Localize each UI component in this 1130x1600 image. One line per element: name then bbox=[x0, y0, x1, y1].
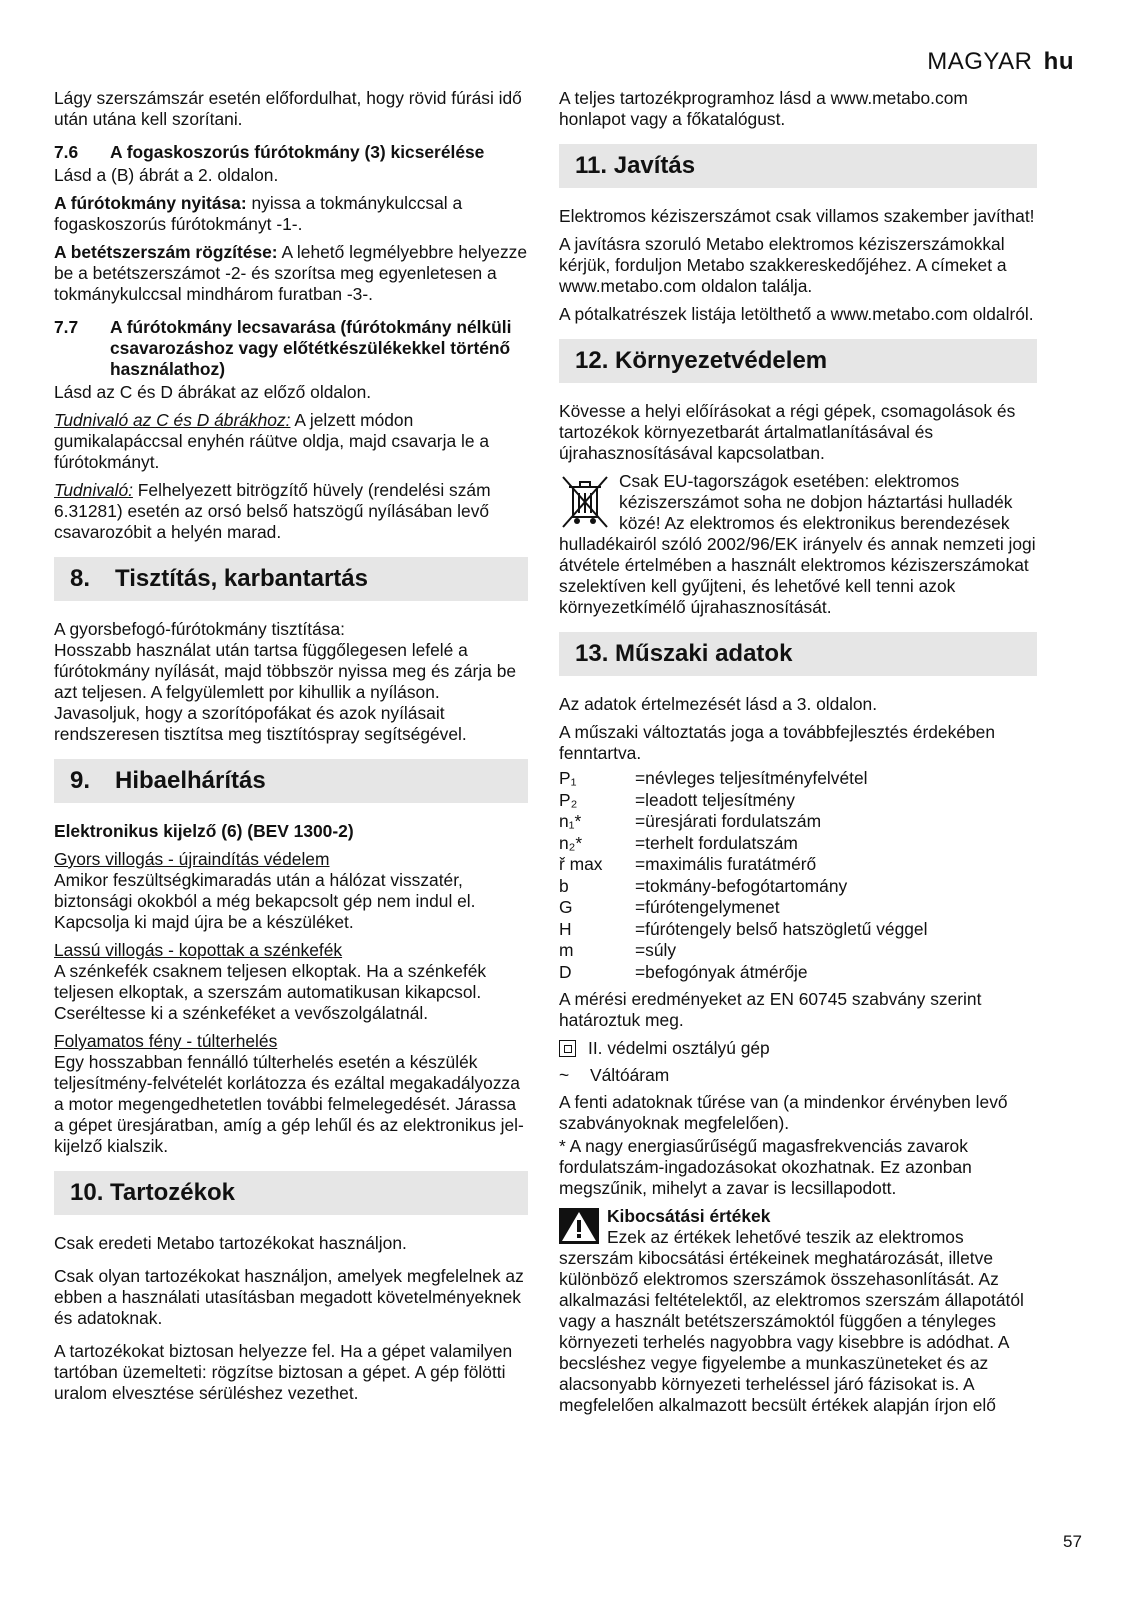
paragraph: A műszaki változtatás joga a továbbfejlesztés érdekében fenntartva. bbox=[559, 722, 995, 763]
language-name: MAGYAR bbox=[927, 48, 1033, 75]
spec-desc: =terhelt fordulatszám bbox=[635, 832, 798, 853]
paragraph: Amikor feszültségkimaradás után a hálózat visszatér, biztonsági okokból a még bekapcsolt gép nem indul el. Kapcsolja ki majd újra be a készüléket. bbox=[54, 870, 476, 932]
status-heading: Folyamatos fény - túlterhelés bbox=[54, 1031, 278, 1051]
section-heading-8: 8. Tisztítás, karbantartás bbox=[54, 557, 528, 601]
subsection-heading-7-6: 7.6 A fogaskoszorús fúrótokmány (3) kicserélése bbox=[54, 142, 485, 162]
paragraph: Egy hosszabban fennálló túlterhelés esetén a készülék teljesítmény-felvételét korlátozza és ezáltal megakadályozza a motor megengedhetetlen további felmelegedését. Járassa a gépet üresjáratban, amíg a gép lehűl és az elektronikus jel-kijelző kialszik. bbox=[54, 1052, 524, 1156]
spec-desc: =fúrótengelymenet bbox=[635, 897, 780, 917]
section-heading-10: 10. Tartozékok bbox=[54, 1171, 528, 1215]
protection-class-label: II. védelmi osztályú gép bbox=[588, 1038, 770, 1058]
protection-class-2-icon bbox=[559, 1040, 576, 1057]
spec-desc: =súly bbox=[635, 940, 677, 960]
paragraph: A gyorsbefogó-fúrótokmány tisztítása: bbox=[54, 619, 345, 639]
paragraph: Tudnivaló az C és D ábrákhoz: A jelzett módon gumikalapáccsal enyhén ráütve oldja, majd csavarja le a fúrótokmányt. bbox=[54, 410, 490, 472]
paragraph: Hosszabb használat után tartsa függőlegesen lefelé a fúrótokmány nyílását, majd többször nyissa meg és zárja be azt teljesen. A felgyülemlett por kihullik a nyíláson. Javasoljuk, hogy a szorítópofákat és azok nyílásait rendszeresen tisztítsa meg tisztítóspray segítségével. bbox=[54, 640, 517, 744]
status-heading: Lassú villogás - kopottak a szénkefék bbox=[54, 940, 343, 960]
paragraph: A pótalkatrészek listája letölthető a www.metabo.com oldalról. bbox=[559, 304, 1034, 324]
paragraph: Elektromos kéziszerszámot csak villamos szakember javíthat! bbox=[559, 206, 1035, 226]
left-column bbox=[54, 88, 528, 1411]
section-heading-9: 9. Hibaelhárítás bbox=[54, 759, 528, 803]
paragraph: Tudnivaló: Felhelyezett bitrögzítő hüvely (rendelési szám 6.31281) esetén az orsó belső hatszögű nyílásában levő csavarozóbit a helyén marad. bbox=[54, 480, 491, 542]
paragraph: Lágy szerszámszár esetén előfordulhat, hogy rövid fúrási idő után utána kell szorítani. bbox=[54, 88, 522, 129]
paragraph: Az adatok értelmezését lásd a 3. oldalon. bbox=[559, 694, 878, 714]
spec-desc: =üresjárati fordulatszám bbox=[635, 811, 822, 831]
paragraph: Csak EU-tagországok esetében: elektromos kéziszerszámot soha ne dobjon háztartási hulladék közé! Az elektromos és elektronikus berendezések hulladékairól szóló 2002/96/EK irányelv és annak nemzeti jogi átvétele értelmében a használt elektromos kéziszerszámokat szelektíven kell gyűjteni, és lehetővé kell tenni azok környezetkímélő újrahasznosítását. bbox=[559, 471, 1036, 617]
paragraph: Kövesse a helyi előírásokat a régi gépek, csomagolások és tartozékok környezetbarát ártalmatlanításával és újrahasznosításával kapcsolatban. bbox=[559, 401, 1016, 463]
spec-desc: =tokmány-befogótartomány bbox=[635, 875, 848, 896]
spec-symbol: D bbox=[559, 961, 572, 982]
section-heading-11: 11. Javítás bbox=[559, 144, 1037, 188]
spec-symbol: n₁* bbox=[559, 811, 582, 831]
language-code: hu bbox=[1043, 48, 1074, 75]
paragraph: * A nagy energiasűrűségű magasfrekvenciás zavarok fordulatszám-ingadozásokat okozhatnak. Ez azonban megszűnik, mihelyt a zavar is lecsillapodott. bbox=[559, 1136, 972, 1198]
paragraph: A szénkefék csaknem teljesen elkoptak. Ha a szénkefék teljesen elkoptak, a szerszám automatikusan kikapcsol. Cseréltesse ki a szénkeféket a vevőszolgálatnál. bbox=[54, 961, 487, 1023]
subheading: Elektronikus kijelző (6) (BEV 1300-2) bbox=[54, 821, 354, 841]
paragraph: A teljes tartozékprogramhoz lásd a www.metabo.com honlapot vagy a főkatalógust. bbox=[559, 88, 968, 129]
spec-desc: =fúrótengely belső hatszögletű véggel bbox=[635, 918, 928, 939]
spec-symbol: P₁ bbox=[559, 768, 577, 788]
page-number: 57 bbox=[1063, 1532, 1082, 1551]
language-header bbox=[927, 48, 1074, 76]
emission-block bbox=[559, 1206, 1037, 1416]
alternating-current-icon: ~ bbox=[559, 1065, 570, 1085]
spec-symbol: ř max bbox=[559, 854, 603, 874]
spec-desc: =befogónyak átmérője bbox=[635, 961, 808, 982]
section-heading-12: 12. Környezetvédelem bbox=[559, 339, 1037, 383]
spec-desc: =névleges teljesítményfelvétel bbox=[635, 768, 868, 788]
paragraph: A mérési eredményeket az EN 60745 szabvány szerint határoztuk meg. bbox=[559, 989, 982, 1030]
subsection-heading-7-7: 7.7 A fúrótokmány lecsavarása (fúrótokmány nélküli csavarozáshoz vagy előtétkészülékekkel történő használathoz) bbox=[54, 317, 512, 379]
warning-triangle-icon bbox=[559, 1208, 599, 1244]
spec-symbol: H bbox=[559, 918, 572, 939]
spec-list bbox=[559, 768, 1037, 983]
paragraph: Lásd a (B) ábrát a 2. oldalon. bbox=[54, 165, 279, 185]
paragraph: Lásd az C és D ábrákat az előző oldalon. bbox=[54, 382, 372, 402]
crossed-out-bin-icon bbox=[559, 473, 611, 531]
spec-desc: =leadott teljesítmény bbox=[635, 789, 795, 810]
status-heading: Gyors villogás - újraindítás védelem bbox=[54, 849, 330, 869]
spec-symbol: G bbox=[559, 897, 573, 917]
spec-symbol: n₂* bbox=[559, 832, 583, 853]
spec-symbol: b bbox=[559, 875, 569, 896]
paragraph: A fenti adatoknak tűrése van (a mindenkor érvényben levő szabványoknak megfelelően). bbox=[559, 1092, 1008, 1133]
section-heading-13: 13. Műszaki adatok bbox=[559, 632, 1037, 676]
paragraph: Csak eredeti Metabo tartozékokat használjon. bbox=[54, 1233, 407, 1253]
spec-symbol: m bbox=[559, 940, 574, 960]
alternating-current-row bbox=[559, 1065, 1037, 1086]
right-column bbox=[559, 88, 1037, 1416]
paragraph: Csak olyan tartozékokat használjon, amelyek megfelelnek az ebben a használati utasításban megadott követelményeknek és adatoknak. bbox=[54, 1266, 524, 1328]
spec-symbol: P₂ bbox=[559, 789, 578, 810]
paragraph: A javításra szoruló Metabo elektromos kéziszerszámokkal kérjük, forduljon Metabo szakkereskedőjéhez. A címeket a www.metabo.com oldalon találja. bbox=[559, 234, 1007, 296]
emission-text: Ezek az értékek lehetővé teszik az elektromos szerszám kibocsátási értékeinek meghatározását, illetve különböző elektromos szerszámok összehasonlítását. Az alkalmazási feltételektől, az elektromos szerszám állapotától vagy a használt betétszerszámoktól függően a tényleges környezeti terhelés nagyobbra vagy kisebbre is adódhat. A becsléshez vegye figyelembe a munkaszüneteket és az alacsonyabb környezeti terheléssel járó fázisokat is. A megfelelően alkalmazott becsült értékek alapján írjon elő bbox=[559, 1227, 1024, 1415]
emission-title: Kibocsátási értékek bbox=[607, 1206, 771, 1226]
paragraph: A betétszerszám rögzítése: A lehető legmélyebbre helyezze be a betétszerszámot -2- és szorítsa meg egyenletesen a tokmánykulccsal mindhárom furatban -3-. bbox=[54, 242, 528, 304]
spec-desc: =maximális furatátmérő bbox=[635, 854, 817, 874]
protection-class-row bbox=[559, 1038, 1037, 1059]
paragraph: A fúrótokmány nyitása: nyissa a tokmánykulccsal a fogaskoszorús fúrótokmányt -1-. bbox=[54, 193, 463, 234]
paragraph: A tartozékokat biztosan helyezze fel. Ha a gépet valamilyen tartóban üzemelteti: rögzítse biztosan a gépet. A gép fölötti uralom elvesztése sérüléshez vezethet. bbox=[54, 1341, 513, 1403]
alternating-current-label: Váltóáram bbox=[590, 1065, 670, 1085]
